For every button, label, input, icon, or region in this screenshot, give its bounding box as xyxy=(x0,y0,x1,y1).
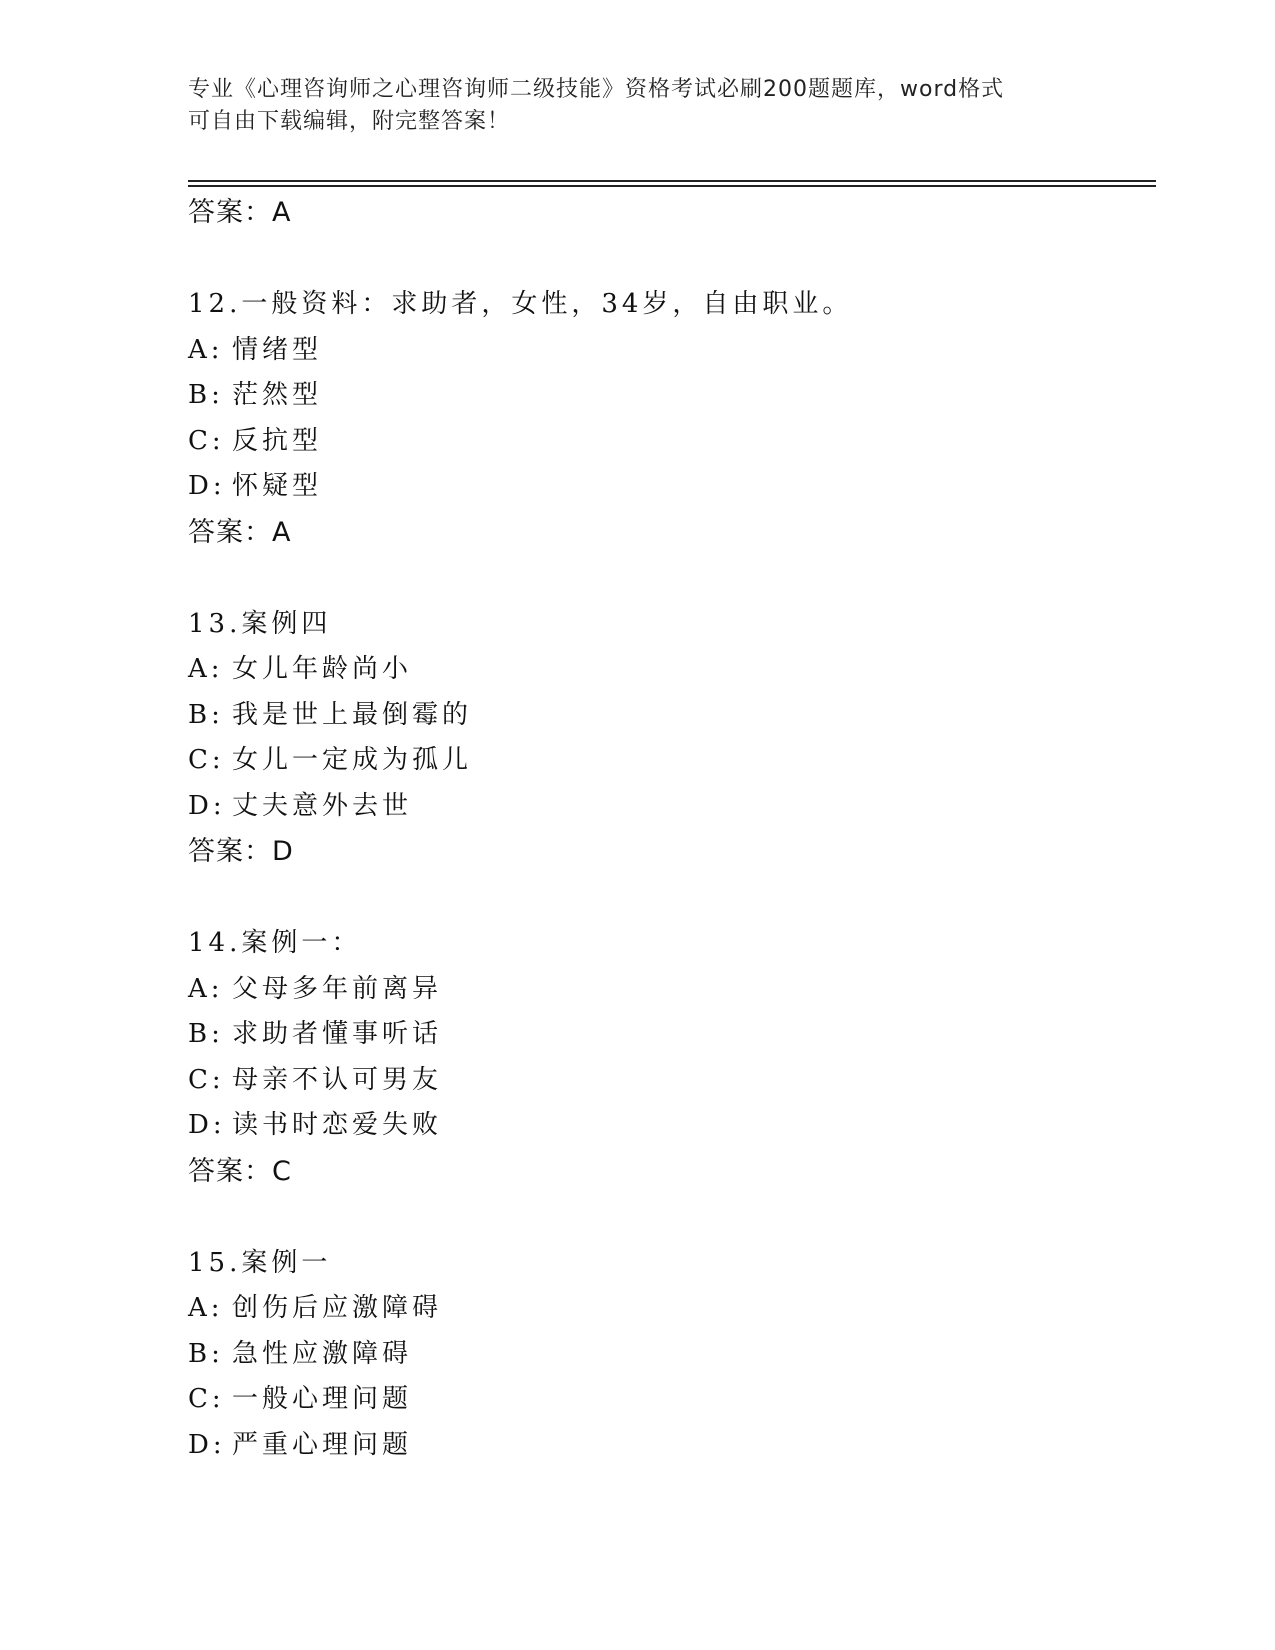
question-block xyxy=(188,1241,1148,1469)
option-d xyxy=(188,1103,1148,1149)
option-c xyxy=(188,1058,1148,1104)
header-divider-bottom xyxy=(188,185,1156,187)
option-text: 读书时恋爱失败 xyxy=(232,1110,443,1140)
option-letter: D: xyxy=(188,790,226,821)
option-text: 急性应激障碍 xyxy=(232,1338,413,1369)
option-b xyxy=(188,693,1148,739)
spacer xyxy=(188,235,1148,282)
option-letter: D: xyxy=(188,1429,226,1460)
option-text: 情绪型 xyxy=(232,334,323,365)
option-text: 怀疑型 xyxy=(232,471,323,501)
option-text: 父母多年前离异 xyxy=(232,973,443,1004)
option-text: 我是世上最倒霉的 xyxy=(232,699,473,730)
option-text: 茫然型 xyxy=(232,380,323,410)
question-stem: 15.案例一 xyxy=(188,1247,332,1278)
question-list xyxy=(188,190,1148,1468)
question-block xyxy=(188,602,1148,875)
spacer xyxy=(188,555,1148,602)
question-block xyxy=(188,921,1148,1194)
option-d xyxy=(188,784,1148,830)
header-line-1: 专业《心理咨询师之心理咨询师二级技能》资格考试必刷200题题库，word格式 xyxy=(188,77,1005,102)
option-letter: A: xyxy=(188,334,224,365)
option-letter: C: xyxy=(188,1064,225,1095)
option-text: 母亲不认可男友 xyxy=(232,1064,443,1095)
option-letter: B: xyxy=(188,699,224,730)
option-text: 女儿一定成为孤儿 xyxy=(232,745,473,775)
question-block xyxy=(188,282,1148,555)
option-letter: B: xyxy=(188,380,224,410)
spacer xyxy=(188,1194,1148,1241)
option-text: 一般心理问题 xyxy=(232,1384,413,1414)
option-text: 求助者懂事听话 xyxy=(232,1019,443,1049)
question-stem: 12.一般资料：求助者，女性，34岁，自由职业。 xyxy=(188,289,853,319)
option-text: 严重心理问题 xyxy=(232,1429,413,1460)
option-letter: B: xyxy=(188,1019,224,1049)
option-c xyxy=(188,419,1148,465)
document-header xyxy=(188,74,1088,138)
answer-line: 答案：A xyxy=(188,516,292,548)
option-b xyxy=(188,1332,1148,1378)
spacer xyxy=(188,874,1148,921)
option-letter: B: xyxy=(188,1338,224,1369)
option-letter: A: xyxy=(188,973,224,1004)
option-a xyxy=(188,328,1148,374)
option-d xyxy=(188,1423,1148,1469)
header-line-2: 可自由下载编辑，附完整答案！ xyxy=(188,109,511,134)
option-letter: C: xyxy=(188,425,225,456)
answer-line: 答案：C xyxy=(188,1155,292,1187)
header-divider-top xyxy=(188,180,1156,182)
question-stem: 14.案例一： xyxy=(188,928,362,958)
option-text: 反抗型 xyxy=(232,425,323,456)
option-a xyxy=(188,1286,1148,1332)
option-letter: A: xyxy=(188,654,224,684)
option-letter: C: xyxy=(188,1384,225,1414)
option-b xyxy=(188,373,1148,419)
option-letter: C: xyxy=(188,745,225,775)
option-letter: D: xyxy=(188,471,226,501)
option-text: 丈夫意外去世 xyxy=(232,790,413,821)
option-a xyxy=(188,967,1148,1013)
option-c xyxy=(188,738,1148,784)
option-a xyxy=(188,647,1148,693)
question-stem: 13.案例四 xyxy=(188,608,332,639)
option-letter: D: xyxy=(188,1110,226,1140)
option-letter: A: xyxy=(188,1293,224,1323)
option-c xyxy=(188,1377,1148,1423)
option-d xyxy=(188,464,1148,510)
option-text: 女儿年龄尚小 xyxy=(232,654,413,684)
option-text: 创伤后应激障碍 xyxy=(232,1293,443,1323)
option-b xyxy=(188,1012,1148,1058)
previous-answer: 答案：A xyxy=(188,197,292,228)
answer-line: 答案：D xyxy=(188,836,294,867)
